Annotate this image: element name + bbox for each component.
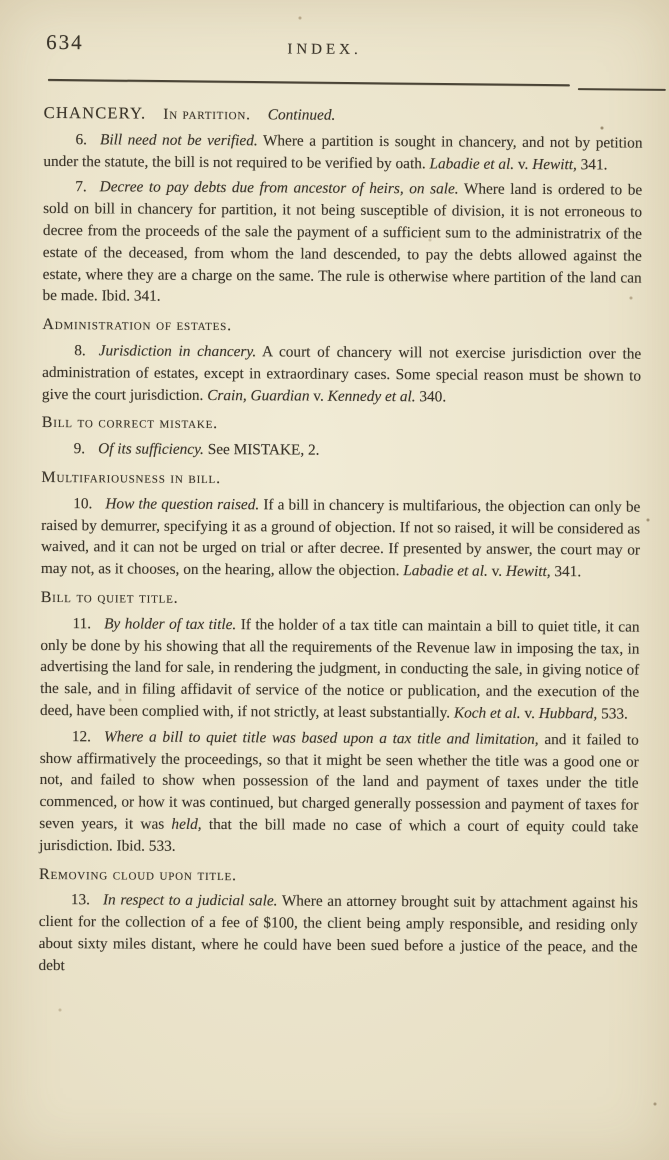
text-segment: Crain, Guardian [207, 386, 310, 405]
side-heading-label: Bill to correct mistake. [41, 414, 219, 433]
entry-number: 13. [70, 891, 91, 909]
text-segment: v. [520, 704, 539, 722]
side-heading [39, 863, 638, 888]
text-segment: 533. [597, 705, 628, 723]
text-segment: Decree to pay debts due from ancestor of heirs, on sale. [99, 178, 459, 198]
text-segment: Of its sufficiency. [98, 440, 204, 459]
side-heading-label: Multifariousness in bill. [41, 468, 221, 488]
side-heading-label: Administration of estates. [42, 316, 232, 335]
chapter-heading [44, 102, 643, 128]
text-segment: v. [514, 155, 533, 173]
index-entry [42, 340, 641, 409]
text-segment: Jurisdiction in chancery. [98, 342, 257, 361]
text-segment: In partition. [163, 105, 251, 124]
text-segment: 341. [550, 563, 582, 581]
index-entry [38, 889, 638, 980]
text-segment: Bill need not be verified. [99, 131, 258, 150]
page-number: 634 [46, 29, 84, 55]
text-segment: See MISTAKE, 2. [203, 441, 320, 459]
text-segment: Labadie et al. [403, 562, 488, 580]
index-entry [43, 129, 642, 176]
index-entry [41, 493, 641, 584]
page-header [0, 0, 669, 82]
text-segment: Hewitt, [532, 155, 577, 173]
entry-number: 7. [75, 178, 87, 196]
side-heading-label: Removing cloud upon title. [38, 865, 237, 884]
text-segment: In respect to a judicial sale. [102, 891, 278, 910]
text-segment: A court of chancery will not exercise jurisdiction over the administration of estates, except in extraordinary cases. Some special reason must be shown to give the court jurisdiction. [41, 343, 642, 404]
side-heading [42, 314, 641, 339]
index-entry [42, 438, 641, 463]
index-entry [40, 613, 640, 726]
text-segment: Where a bill to quiet title was based upon a tax title and limitation, [103, 728, 539, 748]
side-heading-label: Bill to quiet title. [40, 588, 179, 607]
entry-number: 12. [71, 727, 92, 745]
text-segment: Hubbard, [538, 704, 598, 723]
text-segment: v. [487, 562, 507, 580]
text-segment: If the holder of a tax title can maintain a bill to quiet title, it can only be done by his showing that all the requirements of the Revenue law in imposing the tax, in advertising the land for sale, in rendering the judgment, in conducting the sale, in giving notice of the sale, and in filing affidavit of service of the notice or publication, and the execution of the deed, have been complied with, if not strictly, at least substantially. [39, 615, 640, 722]
text-segment: Where a partition is sought in chancery, and not by petition under the statute, the bill is not required to be verified by oath. [43, 132, 643, 172]
entry-number: 8. [74, 342, 86, 360]
header-rule-right-segment [578, 88, 666, 90]
text-segment: Where an attorney brought suit by attachment against his client for the collection of a fee of $100, the client being amply responsible, and residing only about sixty miles distant, where he could have been sued before a justice of the peace, and the debt [38, 892, 638, 974]
text-segment: 340. [415, 387, 447, 405]
text-segment: Hewitt, [505, 562, 551, 581]
text-segment: v. [309, 387, 328, 405]
index-entry [39, 726, 639, 860]
index-entry [42, 176, 642, 310]
entry-number: 9. [73, 440, 86, 458]
text-segment: Labadie et al. [429, 154, 515, 173]
text-segment: 341. [576, 155, 608, 174]
text-segment: If a bill in chancery is multifarious, the objection can only be raised by demurrer, specifying it as a ground of objection. If not so raised, it will be considered as waived, and it can not be urged on trial or after decree. If presented by answer, the court may or may not, as it chooses, on the hearing, allow the objection. [40, 496, 641, 580]
text-segment: Kennedy et al. [327, 387, 416, 405]
entry-number: 10. [73, 494, 93, 513]
entry-number: 6. [75, 130, 88, 149]
entry-number: 11. [72, 614, 92, 632]
side-heading [41, 587, 640, 612]
side-heading [41, 467, 640, 492]
text-segment: By holder of tax title. [104, 615, 237, 633]
side-heading [42, 412, 641, 437]
text-segment: that the bill made no case of which a court of equity could take jurisdiction. Ibid. 533. [39, 815, 639, 855]
text-segment: Continued. [267, 106, 336, 124]
text-segment: Where land is ordered to be sold on bill in chancery for partition, it not being susceptible of division, it is not erroneous to decree from the proceeds of the sale the payment of a sufficient sum to the administratrix of the estate of the deceased, from whom the land descended, to pay the debts allowed against the estate, where they are a charge on the same. The rule is otherwise where partition of the land can be made. Ibid. 341. [42, 180, 643, 306]
text-segment: and it failed to show affirmatively the proceedings, so that it might be seen whether the title was a good one or not, and failed to show when possession of the land and payment of taxes under the title commenced, or how it was continued, but charged generally possession and payment of taxes for seven years, it was [39, 730, 639, 833]
text-segment: held, [171, 815, 202, 833]
page-header-title: INDEX. [287, 41, 362, 58]
text-segment: CHANCERY. [43, 102, 147, 123]
index-content [0, 94, 669, 981]
header-rule-left-segment [48, 79, 570, 86]
text-segment: Koch et al. [453, 704, 521, 722]
text-segment: How the question raised. [105, 495, 260, 514]
